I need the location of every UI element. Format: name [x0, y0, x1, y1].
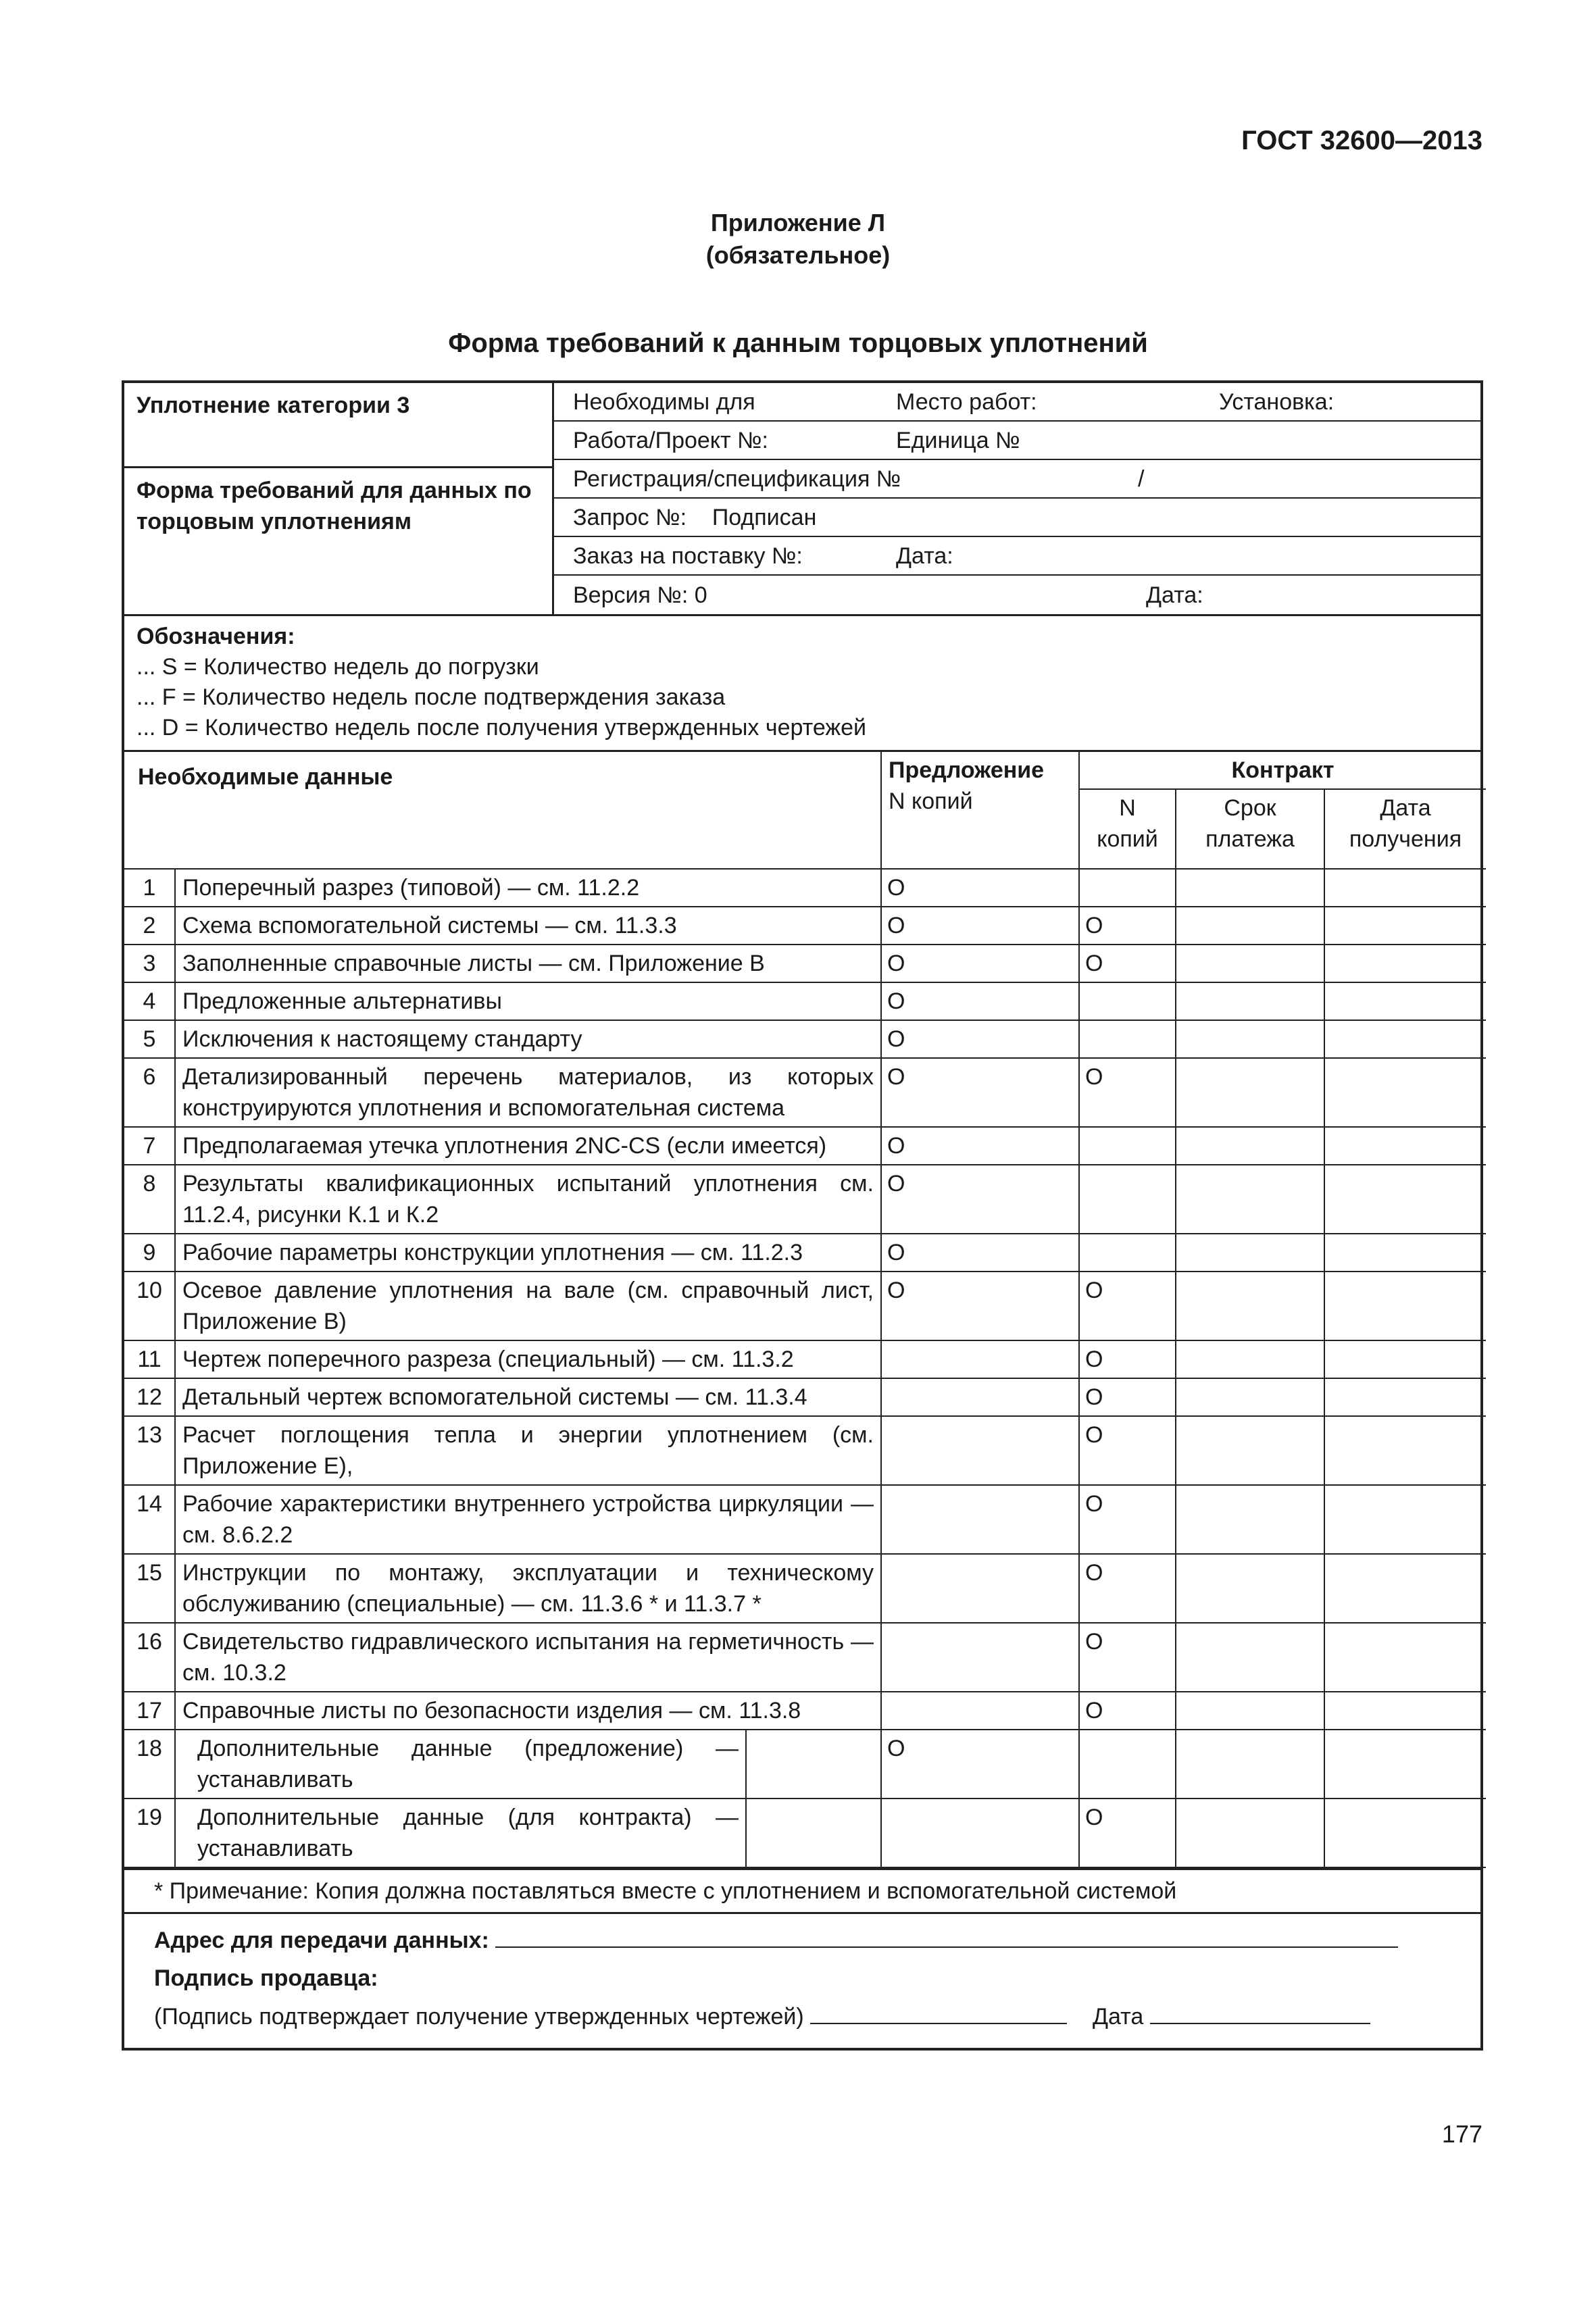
col-header-date: Дата получения: [1324, 789, 1486, 869]
payment-term: [1176, 1127, 1324, 1165]
row-text: Детализированный перечень материалов, из которых конструируются уплотнения и вспомогательная система: [175, 1058, 881, 1127]
row-number: 7: [124, 1127, 175, 1165]
table-row: [124, 1799, 1486, 1867]
row-text: Заполненные справочные листы — см. Приложение В: [175, 945, 881, 982]
receipt-date: [1324, 1623, 1486, 1692]
table-row: [124, 982, 1486, 1020]
legend-item: ... D = Количество недель после получения утвержденных чертежей: [136, 715, 866, 740]
contract-copies: O: [1079, 1340, 1176, 1378]
address-label: Адрес для передачи данных:: [154, 1928, 489, 1953]
table-row: [124, 869, 1486, 907]
header-row: Запрос №: Подписан: [554, 499, 1480, 537]
table-row: [124, 1020, 1486, 1058]
row-text: Рабочие характеристики внутреннего устройства циркуляции — см. 8.6.2.2: [175, 1485, 881, 1554]
row-number: 9: [124, 1234, 175, 1272]
proposal-copies: [881, 1485, 1079, 1554]
row-number: 8: [124, 1165, 175, 1234]
date-line[interactable]: [1150, 1997, 1370, 2024]
appendix-heading: [0, 207, 1596, 272]
contract-copies: O: [1079, 945, 1176, 982]
row-text: Схема вспомогательной системы — см. 11.3.3: [175, 907, 881, 945]
row-number: 3: [124, 945, 175, 982]
page-number: 177: [1441, 2120, 1482, 2148]
receipt-date: [1324, 1416, 1486, 1485]
receipt-date: [1324, 1799, 1486, 1867]
form-title: Форма требований к данным торцовых уплотнений: [448, 328, 1148, 358]
row-number: 13: [124, 1416, 175, 1485]
table-row: [124, 1234, 1486, 1272]
table-row: [124, 1554, 1486, 1623]
contract-copies: O: [1079, 1554, 1176, 1623]
header-row: Заказ на поставку №: Дата:: [554, 537, 1480, 576]
signature-line[interactable]: [810, 1997, 1067, 2024]
payment-term: [1176, 1020, 1324, 1058]
row-number: 10: [124, 1272, 175, 1340]
receipt-date: [1324, 1234, 1486, 1272]
receipt-date: [1324, 1378, 1486, 1416]
blank-cell: [746, 1799, 881, 1867]
table-row: [124, 1623, 1486, 1692]
payment-term: [1176, 1234, 1324, 1272]
contract-copies: [1079, 1127, 1176, 1165]
footnote: * Примечание: Копия должна поставляться вместе с уплотнением и вспомогательной системой: [124, 1868, 1480, 1914]
contract-copies: O: [1079, 907, 1176, 945]
contract-copies: [1079, 1234, 1176, 1272]
row-text: Результаты квалификационных испытаний уплотнения см. 11.2.4, рисунки К.1 и К.2: [175, 1165, 881, 1234]
receipt-date: [1324, 1554, 1486, 1623]
payment-term: [1176, 1272, 1324, 1340]
row-number: 2: [124, 907, 175, 945]
row-text: Рабочие параметры конструкции уплотнения — см. 11.2.3: [175, 1234, 881, 1272]
receipt-date: [1324, 945, 1486, 982]
table-row: [124, 1058, 1486, 1127]
proposal-copies: [881, 1416, 1079, 1485]
blank-cell: [746, 1730, 881, 1799]
payment-term: [1176, 1799, 1324, 1867]
contract-copies: O: [1079, 1378, 1176, 1416]
receipt-date: [1324, 1020, 1486, 1058]
row-number: 4: [124, 982, 175, 1020]
confirm-text: (Подпись подтверждает получение утвержденных чертежей): [154, 2004, 804, 2030]
row-number: 1: [124, 869, 175, 907]
proposal-copies: [881, 1378, 1079, 1416]
row-number: 12: [124, 1378, 175, 1416]
col-header-copies: N копий: [1079, 789, 1176, 869]
table-row: [124, 1127, 1486, 1165]
receipt-date: [1324, 907, 1486, 945]
form-header-left: [124, 383, 554, 614]
proposal-copies: [881, 1554, 1079, 1623]
table-row: [124, 1165, 1486, 1234]
form-footer: [124, 1914, 1480, 2048]
row-number: 6: [124, 1058, 175, 1127]
payment-term: [1176, 1416, 1324, 1485]
table-row: [124, 1416, 1486, 1485]
row-text: Исключения к настоящему стандарту: [175, 1020, 881, 1058]
receipt-date: [1324, 1692, 1486, 1730]
proposal-copies: O: [881, 982, 1079, 1020]
contract-copies: O: [1079, 1799, 1176, 1867]
legend-title: Обозначения:: [136, 624, 295, 649]
legend-item: ... F = Количество недель после подтверждения заказа: [136, 684, 726, 710]
header-row: Регистрация/спецификация № /: [554, 460, 1480, 499]
contract-copies: [1079, 1730, 1176, 1799]
row-number: 17: [124, 1692, 175, 1730]
row-text: Свидетельство гидравлического испытания на герметичность — см. 10.3.2: [175, 1623, 881, 1692]
contract-copies: O: [1079, 1272, 1176, 1340]
row-text: Справочные листы по безопасности изделия — см. 11.3.8: [175, 1692, 881, 1730]
payment-term: [1176, 907, 1324, 945]
form-header: [124, 383, 1480, 616]
row-text: Чертеж поперечного разреза (специальный) — см. 11.3.2: [175, 1340, 881, 1378]
table-row: [124, 1378, 1486, 1416]
proposal-copies: O: [881, 907, 1079, 945]
row-text: Предложенные альтернативы: [175, 982, 881, 1020]
proposal-copies: [881, 1340, 1079, 1378]
proposal-copies: [881, 1799, 1079, 1867]
receipt-date: [1324, 982, 1486, 1020]
row-number: 14: [124, 1485, 175, 1554]
header-row: Версия №: 0 Дата:: [573, 582, 1203, 608]
proposal-copies: O: [881, 1272, 1079, 1340]
contract-copies: O: [1079, 1485, 1176, 1554]
form-header-fields: [554, 383, 1480, 614]
form-name: Форма требований для данных по торцовым уплотнениям: [136, 478, 532, 534]
contract-copies: O: [1079, 1058, 1176, 1127]
row-number: 16: [124, 1623, 175, 1692]
table-row: [124, 1692, 1486, 1730]
row-text: Осевое давление уплотнения на вале (см. справочный лист, Приложение В): [175, 1272, 881, 1340]
row-text: Инструкции по монтажу, эксплуатации и техническому обслуживанию (специальные) — см. 11.3.6 * и 11.3.7 *: [175, 1554, 881, 1623]
row-text: Детальный чертеж вспомогательной системы — см. 11.3.4: [175, 1378, 881, 1416]
proposal-copies: [881, 1623, 1079, 1692]
proposal-copies: O: [881, 1165, 1079, 1234]
data-table: [124, 752, 1486, 1868]
contract-copies: [1079, 1020, 1176, 1058]
contract-copies: [1079, 982, 1176, 1020]
receipt-date: [1324, 1165, 1486, 1234]
contract-copies: O: [1079, 1692, 1176, 1730]
proposal-copies: O: [881, 945, 1079, 982]
row-number: 11: [124, 1340, 175, 1378]
contract-copies: O: [1079, 1416, 1176, 1485]
proposal-copies: O: [881, 1234, 1079, 1272]
table-row: [124, 907, 1486, 945]
contract-copies: [1079, 869, 1176, 907]
seal-category: Уплотнение категории 3: [124, 383, 552, 468]
payment-term: [1176, 1623, 1324, 1692]
payment-term: [1176, 1692, 1324, 1730]
receipt-date: [1324, 1730, 1486, 1799]
payment-term: [1176, 1554, 1324, 1623]
payment-term: [1176, 945, 1324, 982]
col-header-contract: Контракт: [1079, 752, 1486, 789]
payment-term: [1176, 1730, 1324, 1799]
row-number: 18: [124, 1730, 175, 1799]
data-requirements-form: [122, 380, 1483, 2051]
payment-term: [1176, 1485, 1324, 1554]
row-text: Дополнительные данные (предложение) — устанавливать: [175, 1730, 746, 1799]
row-number: 5: [124, 1020, 175, 1058]
header-row: Необходимы для Место работ: Установка:: [554, 383, 1480, 422]
table-row: [124, 1340, 1486, 1378]
row-text: Дополнительные данные (для контракта) — устанавливать: [175, 1799, 746, 1867]
date-label: Дата: [1092, 2004, 1144, 2030]
payment-term: [1176, 1340, 1324, 1378]
payment-term: [1176, 1165, 1324, 1234]
proposal-copies: O: [881, 1730, 1079, 1799]
table-row: [124, 1272, 1486, 1340]
contract-copies: O: [1079, 1623, 1176, 1692]
proposal-copies: O: [881, 869, 1079, 907]
receipt-date: [1324, 1272, 1486, 1340]
proposal-copies: O: [881, 1020, 1079, 1058]
appendix-type: (обязательное): [705, 241, 891, 269]
appendix-label: Приложение Л: [710, 209, 886, 236]
receipt-date: [1324, 1485, 1486, 1554]
proposal-copies: O: [881, 1058, 1079, 1127]
standard-number: ГОСТ 32600—2013: [1241, 126, 1482, 155]
payment-term: [1176, 869, 1324, 907]
col-header-proposal: Предложение N копий: [881, 752, 1079, 869]
table-row: [124, 1485, 1486, 1554]
receipt-date: [1324, 869, 1486, 907]
payment-term: [1176, 1378, 1324, 1416]
payment-term: [1176, 982, 1324, 1020]
table-row: [124, 1730, 1486, 1799]
col-header-data: Необходимые данные: [124, 752, 881, 869]
payment-term: [1176, 1058, 1324, 1127]
row-text: Поперечный разрез (типовой) — см. 11.2.2: [175, 869, 881, 907]
receipt-date: [1324, 1340, 1486, 1378]
header-row: Работа/Проект №: Единица №: [554, 422, 1480, 460]
row-text: Предполагаемая утечка уплотнения 2NC-CS (если имеется): [175, 1127, 881, 1165]
receipt-date: [1324, 1058, 1486, 1127]
proposal-copies: O: [881, 1127, 1079, 1165]
row-number: 19: [124, 1799, 175, 1867]
proposal-copies: [881, 1692, 1079, 1730]
legend-item: ... S = Количество недель до погрузки: [136, 654, 539, 680]
row-number: 15: [124, 1554, 175, 1623]
receipt-date: [1324, 1127, 1486, 1165]
table-row: [124, 945, 1486, 982]
row-text: Расчет поглощения тепла и энергии уплотнением (см. Приложение Е),: [175, 1416, 881, 1485]
col-header-term: Срок платежа: [1176, 789, 1324, 869]
legend: [124, 616, 1480, 752]
contract-copies: [1079, 1165, 1176, 1234]
address-line[interactable]: [495, 1921, 1398, 1948]
signature-label: Подпись продавца:: [154, 1965, 378, 1991]
